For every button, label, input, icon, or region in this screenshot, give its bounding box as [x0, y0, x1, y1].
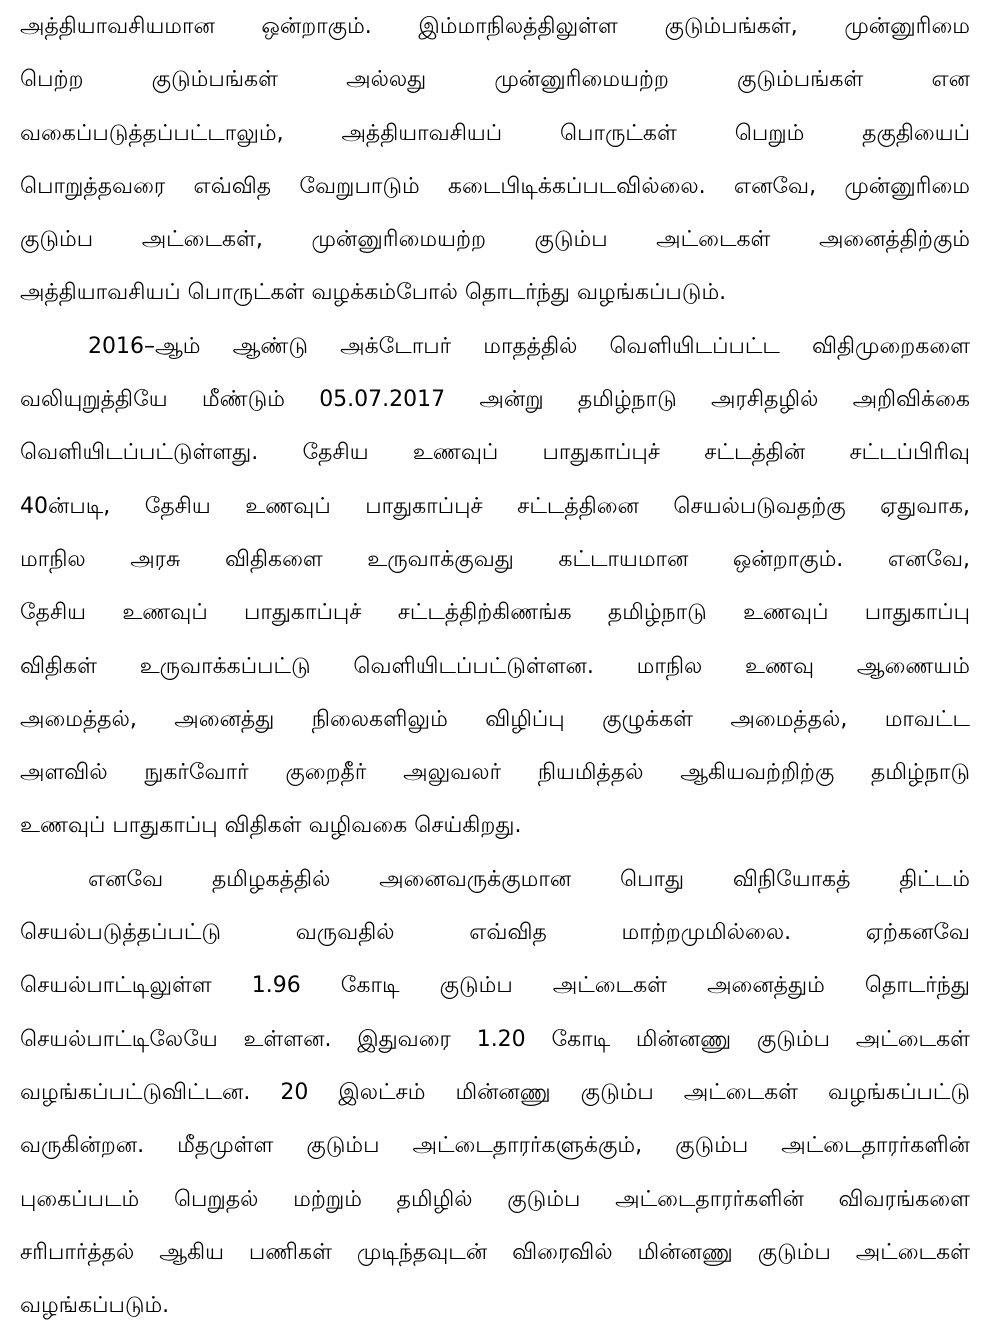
paragraph-2-line-3: வெளியிடப்பட்டுள்ளது. தேசிய உணவுப் பாதுகாப்புச் சட்டத்தின் சட்டப்பிரிவு [20, 440, 970, 466]
paragraph-2-line-5: மாநில அரசு விதிகளை உருவாக்குவது கட்டாயமான ஒன்றாகும். எனவே, [20, 546, 970, 572]
paragraph-2-line-9: அளவில் நுகர்வோர் குறைதீர் அலுவலர் நியமித்தல் ஆகியவற்றிற்கு தமிழ்நாடு [20, 760, 970, 786]
paragraph-2-line-10: உணவுப் பாதுகாப்பு விதிகள் வழிவகை செய்கிறது. [20, 813, 522, 839]
paragraph-3-line-7: புகைப்படம் பெறுதல் மற்றும் தமிழில் குடும்ப அட்டைதாரர்களின் விவரங்களை [20, 1186, 970, 1212]
paragraph-3-line-6: வருகின்றன. மீதமுள்ள குடும்ப அட்டைதாரர்களுக்கும், குடும்ப அட்டைதாரர்களின் [20, 1133, 970, 1159]
paragraph-2-line-1: 2016–ஆம் ஆண்டு அக்டோபர் மாதத்தில் வெளியிடப்பட்ட விதிமுறைகளை [88, 333, 970, 359]
paragraph-3-line-1: எனவே தமிழகத்தில் அனைவருக்குமான பொது விநியோகத் திட்டம் [88, 866, 970, 892]
paragraph-2-line-2: வலியுறுத்தியே மீண்டும் 05.07.2017 அன்று தமிழ்நாடு அரசிதழில் அறிவிக்கை [20, 387, 970, 413]
paragraph-3-line-2: செயல்படுத்தப்பட்டு வருவதில் எவ்வித மாற்றமுமில்லை. ஏற்கனவே [20, 920, 970, 946]
paragraph-3-line-5: வழங்கப்பட்டுவிட்டன. 20 இலட்சம் மின்னணு குடும்ப அட்டைகள் வழங்கப்பட்டு [20, 1079, 970, 1105]
paragraph-3-line-9: வழங்கப்படும். [20, 1293, 170, 1319]
paragraph-1-line-4: பொறுத்தவரை எவ்வித வேறுபாடும் கடைபிடிக்கப்படவில்லை. எனவே, முன்னுரிமை [20, 173, 970, 199]
paragraph-1-line-3: வகைப்படுத்தப்பட்டாலும், அத்தியாவசியப் பொருட்கள் பெறும் தகுதியைப் [20, 120, 970, 146]
paragraph-2-line-4: 40ன்படி, தேசிய உணவுப் பாதுகாப்புச் சட்டத்தினை செயல்படுவதற்கு ஏதுவாக, [20, 493, 970, 519]
paragraph-2-line-8: அமைத்தல், அனைத்து நிலைகளிலும் விழிப்பு குழுக்கள் அமைத்தல், மாவட்ட [20, 706, 970, 732]
paragraph-3-line-3: செயல்பாட்டிலுள்ள 1.96 கோடி குடும்ப அட்டைகள் அனைத்தும் தொடர்ந்து [20, 973, 970, 999]
paragraph-1-line-1: அத்தியாவசியமான ஒன்றாகும். இம்மாநிலத்திலுள்ள குடும்பங்கள், முன்னுரிமை [20, 14, 970, 39]
paragraph-1-line-6: அத்தியாவசியப் பொருட்கள் வழக்கம்போல் தொடர்ந்து வழங்கப்படும். [20, 280, 727, 306]
paragraph-1-line-5: குடும்ப அட்டைகள், முன்னுரிமையற்ற குடும்ப அட்டைகள் அனைத்திற்கும் [20, 227, 970, 253]
paragraph-3-line-4: செயல்பாட்டிலேயே உள்ளன. இதுவரை 1.20 கோடி மின்னணு குடும்ப அட்டைகள் [20, 1026, 970, 1052]
paragraph-3-line-8: சரிபார்த்தல் ஆகிய பணிகள் முடிந்தவுடன் விரைவில் மின்னணு குடும்ப அட்டைகள் [20, 1239, 970, 1265]
paragraph-2-line-7: விதிகள் உருவாக்கப்பட்டு வெளியிடப்பட்டுள்ளன. மாநில உணவு ஆணையம் [20, 653, 970, 679]
paragraph-2-line-6: தேசிய உணவுப் பாதுகாப்புச் சட்டத்திற்கிணங்க தமிழ்நாடு உணவுப் பாதுகாப்பு [20, 600, 970, 626]
paragraph-1-line-2: பெற்ற குடும்பங்கள் அல்லது முன்னுரிமையற்ற குடும்பங்கள் என [20, 67, 970, 93]
